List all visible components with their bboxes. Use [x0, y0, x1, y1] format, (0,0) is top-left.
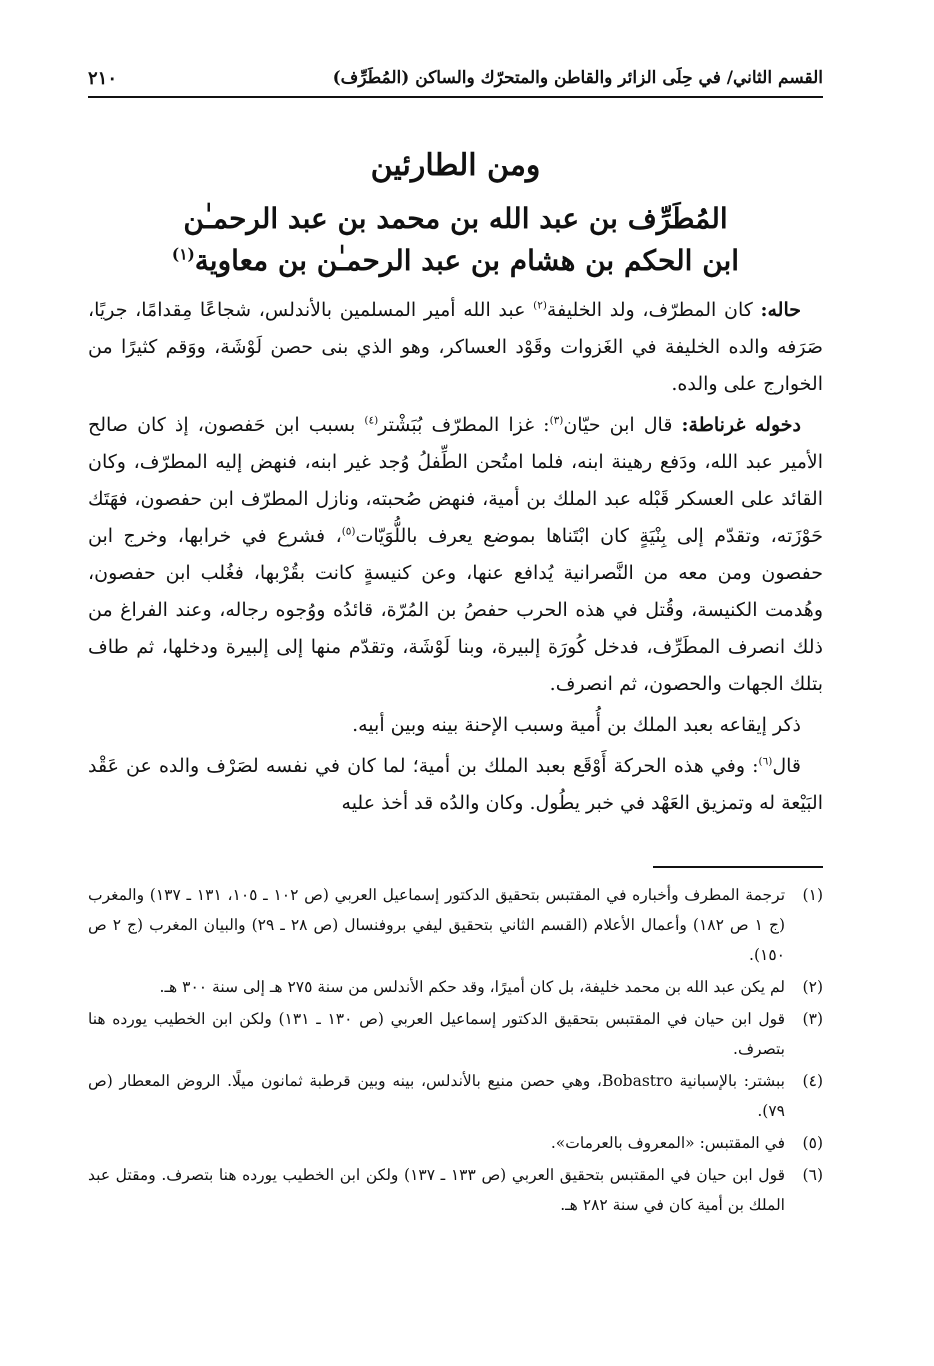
footnote	[88, 972, 823, 1002]
footnote-number: (٣)	[802, 1010, 823, 1028]
paragraph-mention: ذكر إيقاعه بعبد الملك بن أُمية وسبب الإحنة بينه وبين أبيه.	[352, 714, 801, 736]
footnote-ref: (٥)	[341, 525, 356, 538]
running-header-title: القسم الثاني/ في حِلَى الزائر والقاطن والمتحرّك والساكن (المُطَرِّف)	[332, 68, 823, 88]
paragraph-label: حاله:	[760, 299, 801, 321]
footnote-ref: (٢)	[533, 299, 547, 312]
footnote-ref: (٤)	[364, 414, 379, 427]
paragraph-text: عبد الله أمير المسلمين بالأندلس، شجاعًا مِقدامًا، جريًا، صَرَفه والده الخليفة في الغَزوات وقَوْد العساكر، وهو الذي بنى حصن لَوْشَة، ووَقم كثيرًا من الخوارج على والده.	[88, 299, 823, 395]
section-title: ومن الطارئين	[370, 148, 541, 183]
footnote-text: ترجمة المطرف وأخباره في المقتبس بتحقيق الدكتور إسماعيل العربي (ص ١٠٢ ـ ١٠٥، ١٣١ ـ ١٣٧) والمغرب (ج ١ ص ١٨٢) وأعمال الأعلام (القسم الثاني بتحقيق ليفي بروفنسال (ص ٢٨ ـ ٢٩) والبيان المغرب (ج ٢ ص ١٥٠).	[88, 886, 786, 964]
footnote-text: قول ابن حيان في المقتبس بتحقيق الدكتور إسماعيل العربي (ص ١٣٠ ـ ١٣١) ولكن ابن الخطيب يورده هنا بتصرف.	[88, 1010, 785, 1058]
footnote-number: (٢)	[802, 978, 823, 996]
paragraph-text: كان المطرّف، ولد الخليفة	[546, 299, 761, 321]
page-number: ٢١٠	[88, 67, 118, 89]
book-page	[88, 60, 823, 1340]
paragraph-text: قال ابن حيّان	[563, 414, 682, 436]
footnote	[88, 1128, 823, 1158]
footnote	[88, 1160, 823, 1220]
footnote-divider	[653, 866, 823, 868]
person-name-heading	[88, 198, 823, 282]
paragraph-label: دخوله غرناطة:	[681, 414, 801, 436]
paragraph-condition	[88, 292, 823, 403]
paragraph-text: ، فشرع في خرابها، وخرج ابن حفصون ومن معه من النَّصرانية يُدافع عنها، وعن كنيسةٍ كانت بقُرْبها، فغُلب ابن حفصون، وهُدمت الكنيسة، وقُتل في هذه الحرب حفصُ بن المُرّة، قائدُه ووُجوه رجاله، وعند الفراغ من ذلك انصرف المطَرِّف، فدخل كُورَة إلبيرة، وبنا لَوْشَة، وتقدّم منها إلى إلبيرة ودخلها، ثم طاف بتلك الجهات والحصون، ثم انصرف.	[88, 525, 823, 695]
footnote	[88, 880, 823, 970]
footnote-ref: (٣)	[549, 414, 564, 427]
footnote-number: (٥)	[802, 1134, 823, 1152]
paragraph-entry-granada	[88, 407, 823, 703]
paragraph-text: : وفي هذه الحركة أَوْقَع بعبد الملك بن أمية؛ لما كان في نفسه لصَرْف والده عن عَقْد البَيْعة له وتمزيق العَهْد في خبر يطُول. وكان والدُه قد أخذ عليه	[88, 755, 823, 814]
body-text	[88, 292, 823, 822]
footnote-text: قول ابن حيان في المقتبس بتحقيق العربي (ص ١٣٣ ـ ١٣٧) ولكن ابن الخطيب يورده هنا بتصرف. ومقتل عبد الملك بن أمية كان في سنة ٢٨٢ هـ.	[88, 1166, 785, 1214]
paragraph-text: قال	[772, 755, 801, 777]
footnote-text: لم يكن عبد الله بن محمد خليفة، بل كان أميرًا، وقد حكم الأندلس من سنة ٢٧٥ هـ إلى سنة ٣٠٠ هـ.	[159, 978, 785, 996]
running-header	[88, 60, 823, 98]
footnote-number: (٦)	[802, 1166, 823, 1184]
footnote-text: ببشتر: بالإسبانية Bobastro، وهي حصن منيع بالأندلس، بينه وبين قرطبة ثمانون ميلًا. الروض المعطار (ص ٧٩).	[88, 1072, 785, 1120]
footnote-number: (١)	[802, 886, 823, 904]
footnote-text: في المقتبس: «المعروف بالعرمات».	[550, 1134, 785, 1152]
footnote-number: (٤)	[802, 1072, 823, 1090]
footnote-ref: (١)	[171, 245, 195, 264]
paragraph-text: : غزا المطرّف بُبَشْتر	[378, 414, 550, 436]
person-name-line-2	[88, 240, 823, 282]
person-name-line-1: المُطَرِّف بن عبد الله بن محمد بن عبد الرحمـٰن	[183, 202, 728, 235]
paragraph-text: بسبب ابن حَفصون، إذ كان صالح الأمير عبد الله، ودَفع رهينة ابنه، فلما امتُحن الطِّفلُ وُجد غير ابنه، فنهض إليه المطرّف، وكان القائد على العسكر قَبْله عبد الملك بن أمية، فنهض صُحبته، ونازل المطرّف ابن حفصون، فهَتَك حَوْزَته، وتقدّم إلى بِنْيَةٍ كان ابْتَناها بموضع يعرف باللُّوَيّات	[88, 414, 823, 547]
footnote	[88, 1004, 823, 1064]
footnote	[88, 1066, 823, 1126]
footnote-ref: (٦)	[758, 755, 773, 768]
footnotes	[88, 880, 823, 1220]
person-name-line-2-text: ابن الحكم بن هشام بن عبد الرحمـٰن بن معاوية	[194, 244, 740, 277]
paragraph-quote	[88, 748, 823, 822]
